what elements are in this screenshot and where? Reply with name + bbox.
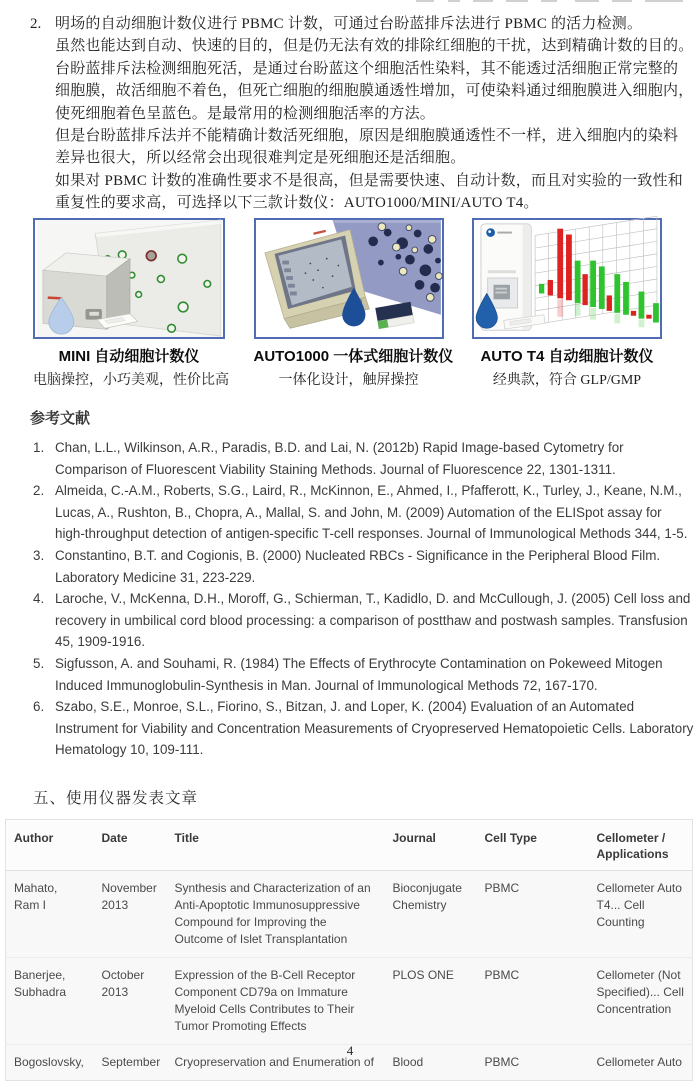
cell-author: Bogoslovsky, — [6, 1045, 94, 1081]
references-section — [30, 407, 694, 761]
publications-table-wrap — [5, 819, 693, 1069]
autot4-product-image — [472, 218, 662, 339]
reference-number: 6. — [33, 699, 45, 715]
autot4-product-illustration — [474, 220, 660, 337]
auto1000-product-image — [254, 218, 444, 339]
cell-journal: Bioconjugate Chemistry — [392, 881, 462, 912]
reference-number: 5. — [33, 655, 45, 671]
cell-author: Banerjee, Subhadra — [6, 958, 94, 1045]
product-subtitle: 一体化设计，触屏操控 — [278, 373, 419, 388]
cell-celltype: PBMC — [477, 958, 589, 1045]
reference-text: Sigfusson, A. and Souhami, R. (1984) The Effects of Erythrocyte Contamination on Pokeweed Mitogen Induced Immunoglobulin-Synthesis in Man. Journal of Immunological Methods 72, 167-170. — [55, 655, 663, 693]
product-figure-auto1000 — [253, 218, 454, 389]
cell-author: Mahato, Ram I — [14, 881, 58, 912]
paragraph-line: 使死细胞着色呈蓝色。是最常用的检测细胞活率的方法。 — [55, 105, 436, 122]
reference-text: Laroche, V., McKenna, D.H., Moroff, G., Schierman, T., Kadidlo, D. and McCullough, J. (2005) Cell loss and recovery in umbilical cord blood processing: a comparison of postthaw and postwash samples. Transfusion 45, 1909-1916. — [55, 591, 691, 650]
cell-date: September — [94, 1045, 167, 1081]
page-top-artifact — [0, 0, 700, 4]
table-row — [6, 871, 693, 958]
paragraph-line: 如果对 PBMC 计数的准确性要求不是很高，但是需要快速、自动计数，而且对实验的一致性和 — [55, 172, 683, 189]
product-subtitle: 电脑操控，小巧美观，性价比高 — [33, 373, 229, 388]
col-cellometer: Cellometer / Applications — [589, 820, 693, 871]
cell-cellometer: Cellometer (Not Specified)... Cell Concentration — [589, 958, 693, 1045]
paragraph-line: 虽然也能达到自动、快速的目的，但是仍无法有效的排除红细胞的干扰，达到精确计数的目的。 — [55, 38, 694, 55]
paragraph-line: 台盼蓝排斥法检测细胞死活，是通过台盼蓝这个细胞活性染料，其不能透过活细胞正常完整的 — [55, 60, 679, 77]
product-figure-autot4 — [472, 218, 662, 389]
cell-celltype: PBMC — [477, 1045, 589, 1081]
paragraph-line: 重复性的要求高，可选择以下三款计数仪：AUTO1000/MINI/AUTO T4。 — [55, 195, 539, 212]
red-cell-ring — [146, 251, 156, 261]
cell-date: October 2013 — [94, 958, 167, 1045]
references-list — [30, 437, 694, 761]
reference-item — [30, 480, 694, 545]
product-figure-mini — [33, 218, 229, 389]
reference-text: Almeida, C.-A.M., Roberts, S.G., Laird, R., McKinnon, E., Ahmed, I., Pfafferott, K., Turley, J., Keane, N.M., Lucas, A., Rushton, B., Chopra, A., Mallal, S. and John, M. (2009) Automation of the ELISpot assay for high-throughput detection of antigen-specific T-cell responses. Journal of Immunological Methods 344, 1-5. — [55, 483, 688, 542]
reference-item — [30, 437, 694, 480]
col-author: Author — [6, 820, 94, 871]
reference-number: 4. — [33, 591, 45, 607]
reference-item — [30, 588, 694, 653]
list-marker: 2. — [30, 16, 42, 32]
reference-item — [30, 696, 694, 761]
product-figures-row — [33, 218, 662, 389]
mini-product-illustration — [35, 220, 223, 337]
product-title: AUTO1000 一体式细胞计数仪 — [253, 348, 454, 365]
references-heading: 参考文献 — [30, 410, 91, 427]
publications-table — [5, 819, 693, 1081]
cell-cellometer: Cellometer Auto — [589, 1045, 693, 1081]
paragraph-line: 明场的自动细胞计数仪进行 PBMC 计数，可通过台盼蓝排斥法进行 PBMC 的活力检测。 — [55, 16, 643, 32]
reference-item — [30, 653, 694, 696]
reference-item — [30, 545, 694, 588]
reference-number: 2. — [33, 483, 45, 499]
product-title: AUTO T4 自动细胞计数仪 — [480, 348, 654, 365]
col-date: Date — [94, 820, 167, 871]
cell-celltype: PBMC — [484, 881, 520, 895]
mini-product-image — [33, 218, 225, 339]
cell-journal: PLOS ONE — [385, 958, 477, 1045]
reference-number: 1. — [33, 440, 45, 455]
col-title: Title — [167, 820, 385, 871]
paragraph-line: 差异也很大，所以经常会出现很难判定是死细胞还是活细胞。 — [55, 150, 466, 167]
table-header-row — [6, 820, 693, 871]
product-subtitle: 经典款，符合 GLP/GMP — [492, 373, 642, 388]
cell-title: Cryopreservation and Enumeration of — [167, 1045, 385, 1081]
paragraph-item-2 — [30, 13, 694, 215]
cell-date: November 2013 — [101, 881, 157, 912]
cell-journal: Blood — [385, 1045, 477, 1081]
cell-title: Synthesis and Characterization of an Anti-Apoptotic Immunosuppressive Compound for Improving the Outcome of Islet Transplantation — [174, 881, 371, 946]
table-row — [6, 958, 693, 1045]
paragraph-line: 但是台盼蓝排斥法并不能精确计数活死细胞，原因是细胞膜通透性不一样，进入细胞内的染料 — [55, 128, 679, 145]
product-title: MINI 自动细胞计数仪 — [58, 348, 200, 365]
cell-cellometer: Cellometer Auto T4... Cell Counting — [596, 881, 682, 929]
auto1000-product-illustration — [256, 220, 442, 337]
section5-heading: 五、使用仪器发表文章 — [33, 790, 199, 807]
paragraph-line: 细胞膜，故活细胞不着色，但死亡细胞的细胞膜通透性增加，可使染料通过细胞膜进入细胞内， — [55, 83, 694, 100]
reference-text: Constantino, B.T. and Cogionis, B. (2000) Nucleated RBCs - Significance in the Peripheral Blood Film. Laboratory Medicine 31, 223-229. — [55, 547, 661, 585]
col-journal: Journal — [385, 820, 477, 871]
reference-text: Chan, L.L., Wilkinson, A.R., Paradis, B.D. and Lai, N. (2012b) Rapid Image-based Cytometry for Comparison of Fluorescent Viability Staining Methods. Journal of Fluorescence 22, 1301-1311. — [55, 440, 624, 477]
reference-number: 3. — [33, 547, 45, 563]
reference-text: Szabo, S.E., Monroe, S.L., Fiorino, S., Bitzan, J. and Loper, K. (2004) Evaluation of an Automated Instrument for Viability and Concentration Measurements of Cryopreserved Hematopoietic Cells. Laboratory Hematology 10, 109-111. — [55, 699, 694, 758]
page-number: 4 — [346, 1043, 354, 1058]
col-celltype: Cell Type — [477, 820, 589, 871]
cell-title: Expression of the B-Cell Receptor Component CD79a on Immature Myeloid Cells Contributes to Their Tumor Promoting Effects — [167, 958, 385, 1045]
